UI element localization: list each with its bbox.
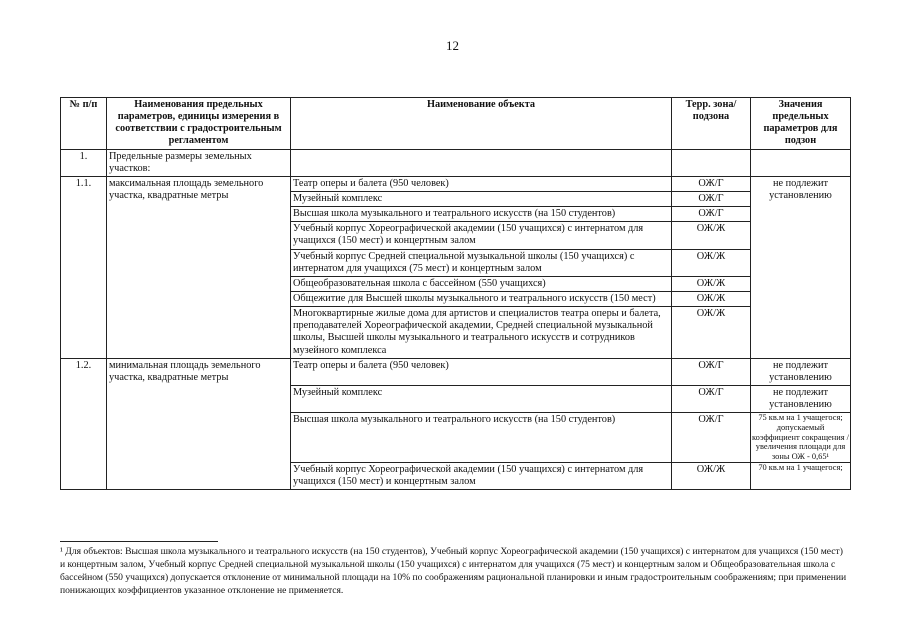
group1-num: 1.1. bbox=[61, 176, 107, 358]
object-cell: Высшая школа музыкального и театрального искусств (на 150 студентов) bbox=[291, 207, 672, 222]
section-row bbox=[61, 149, 851, 176]
zone-cell: ОЖ/Г bbox=[672, 413, 751, 462]
object-cell: Многоквартирные жилые дома для артистов и специалистов театра оперы и балета, преподавателей Хореографической академии, Средней специальной музыкальной школы, Высшей школы музыкального и театрального искусств и сотрудников музейного комплекса bbox=[291, 307, 672, 359]
object-cell: Общежитие для Высшей школы музыкального и театрального искусств (150 мест) bbox=[291, 291, 672, 306]
parameters-table bbox=[60, 97, 851, 490]
table-header-row bbox=[61, 98, 851, 150]
group2-num: 1.2. bbox=[61, 358, 107, 489]
zone-cell: ОЖ/Г bbox=[672, 385, 751, 412]
section-empty-object bbox=[291, 149, 672, 176]
object-cell: Музейный комплекс bbox=[291, 385, 672, 412]
footnote-separator bbox=[60, 541, 218, 542]
zone-cell: ОЖ/Г bbox=[672, 207, 751, 222]
header-object: Наименование объекта bbox=[291, 98, 672, 150]
section-empty-zone bbox=[672, 149, 751, 176]
object-cell: Учебный корпус Хореографической академии (150 учащихся) с интернатом для учащихся (150 мест) и концертным залом bbox=[291, 462, 672, 489]
header-param: Наименования предельных параметров, единицы измерения в соответствии с градостроительным регламентом bbox=[107, 98, 291, 150]
value-cell: 75 кв.м на 1 учащегося; допускаемый коэффициент сокращения / увеличения площади для зоны ОЖ - 0,65¹ bbox=[752, 413, 849, 461]
section-title: Предельные размеры земельных участков: bbox=[107, 149, 291, 176]
zone-cell: ОЖ/Ж bbox=[672, 249, 751, 276]
object-cell: Общеобразовательная школа с бассейном (550 учащихся) bbox=[291, 276, 672, 291]
group1-value: не подлежит установлению bbox=[751, 176, 851, 358]
object-cell: Музейный комплекс bbox=[291, 191, 672, 206]
value-cell: не подлежит установлению bbox=[751, 385, 851, 412]
zone-cell: ОЖ/Ж bbox=[672, 307, 751, 359]
zone-cell: ОЖ/Ж bbox=[672, 462, 751, 489]
value-cell: 70 кв.м на 1 учащегося; bbox=[751, 462, 851, 489]
object-cell: Учебный корпус Хореографической академии (150 учащихся) с интернатом для учащихся (150 мест) и концертным залом bbox=[291, 222, 672, 249]
zone-cell: ОЖ/Ж bbox=[672, 276, 751, 291]
value-cell: не подлежит установлению bbox=[751, 358, 851, 385]
table-row bbox=[61, 176, 851, 191]
section-num: 1. bbox=[61, 149, 107, 176]
object-cell: Учебный корпус Средней специальной музыкальной школы (150 учащихся) с интернатом для учащихся (75 мест) и концертным залом bbox=[291, 249, 672, 276]
zone-cell: ОЖ/Г bbox=[672, 358, 751, 385]
zone-cell: ОЖ/Ж bbox=[672, 291, 751, 306]
zone-cell: ОЖ/Ж bbox=[672, 222, 751, 249]
page-number: 12 bbox=[446, 38, 459, 53]
group1-param: максимальная площадь земельного участка, квадратные метры bbox=[107, 176, 291, 358]
header-num: № п/п bbox=[61, 98, 107, 150]
zone-cell: ОЖ/Г bbox=[672, 191, 751, 206]
object-cell: Театр оперы и балета (950 человек) bbox=[291, 358, 672, 385]
section-empty-value bbox=[751, 149, 851, 176]
group2-param: минимальная площадь земельного участка, квадратные метры bbox=[107, 358, 291, 489]
table-row bbox=[61, 358, 851, 385]
zone-cell: ОЖ/Г bbox=[672, 176, 751, 191]
footnote: ¹ Для объектов: Высшая школа музыкального и театрального искусств (на 150 студентов), Учебный корпус Хореографической академии (150 учащихся) с интернатом для учащихся (150 мест) и концертным залом, Учебный корпус Средней специальной музыкальной школы (150 учащихся) с интернатом для учащихся (75 мест) и концертным залом и Общеобразовательная школа с бассейном (550 учащихся) допускается отклонение от минимальной площади на 10% по соображениям рациональной планировки и иным градостроительным соображениям; при применении понижающих коэффициентов указанное отклонение не применяется. bbox=[60, 546, 847, 596]
object-cell: Театр оперы и балета (950 человек) bbox=[291, 176, 672, 191]
object-cell: Высшая школа музыкального и театрального искусств (на 150 студентов) bbox=[291, 413, 672, 462]
header-value: Значения предельных параметров для подзон bbox=[751, 98, 851, 150]
header-zone: Терр. зона/подзона bbox=[672, 98, 751, 150]
